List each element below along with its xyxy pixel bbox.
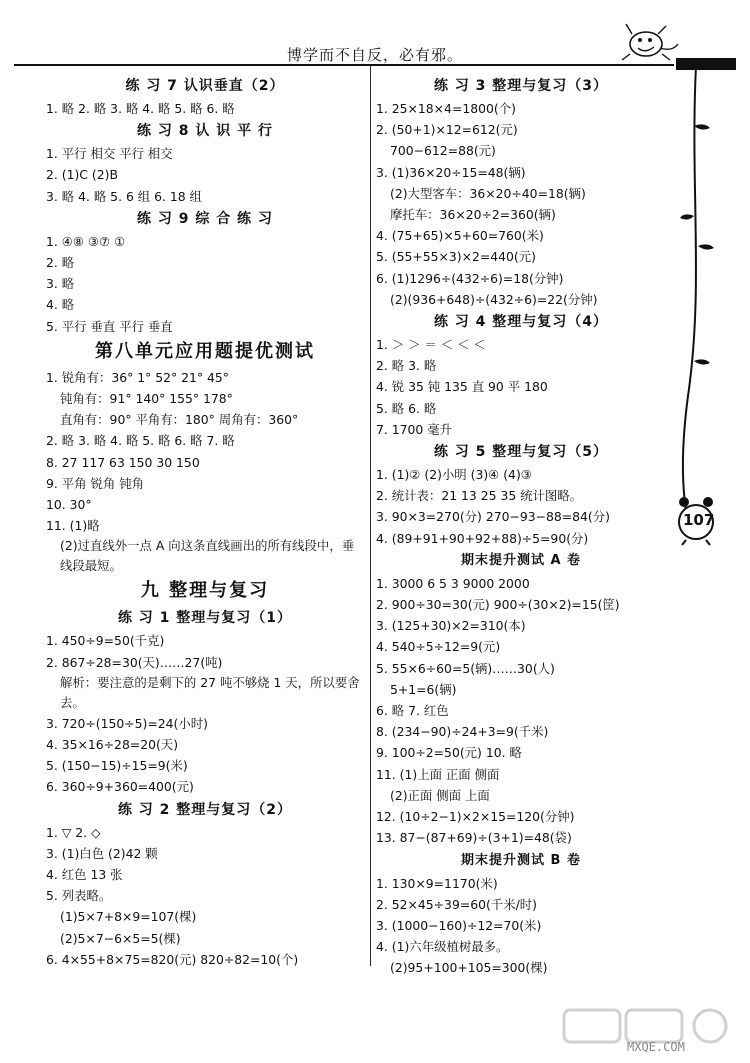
watermark-logo-icon — [560, 1006, 750, 1063]
answer-line: 5. 略 6. 略 — [376, 400, 437, 416]
answer-line: 7. 1700 毫升 — [376, 421, 453, 437]
section-heading: 练 习 9 综 合 练 习 — [137, 210, 273, 227]
answer-line: 2. 略 — [46, 255, 75, 271]
answer-line: 解析：要注意的是剩下的 27 吨不够烧 1 天，所以要舍去。 — [60, 674, 360, 710]
answer-line: 4. (1)六年级植树最多。 — [376, 939, 509, 955]
answer-line: 2. (50+1)×12=612(元) — [376, 122, 518, 138]
answer-line: 2. 867÷28=30(天)……27(吨) — [46, 654, 223, 670]
answer-line: 1. ＞ ＞ ＝ ＜ ＜ ＜ — [376, 337, 486, 353]
answer-line: 3. 90×3=270(分) 270−93−88=84(分) — [376, 509, 610, 525]
answer-line: 4. 540÷5÷12=9(元) — [376, 639, 501, 655]
answer-line: 1. 130×9=1170(米) — [376, 875, 498, 891]
answer-line: 直角有：90° 平角有：180° 周角有：360° — [60, 412, 299, 428]
answer-line: 3. 720÷(150÷5)=24(小时) — [46, 715, 208, 731]
answer-line: 6. 略 7. 红色 — [376, 703, 449, 719]
answer-line: 2. 900÷30=30(元) 900÷(30×2)=15(筐) — [376, 597, 620, 613]
answer-line: 4. (75+65)×5+60=760(米) — [376, 228, 544, 244]
column-divider — [370, 66, 371, 966]
answer-line: 5. 列表略。 — [46, 888, 112, 904]
answer-line: 4. 锐 35 钝 135 直 90 平 180 — [376, 379, 548, 395]
answer-line: 5. (150−15)÷15=9(米) — [46, 758, 188, 774]
section-heading: 练 习 8 认 识 平 行 — [137, 123, 273, 140]
section-heading: 练 习 4 整理与复习（4） — [433, 314, 609, 331]
answer-line: 3. (1)白色 (2)42 颗 — [46, 845, 158, 861]
answer-line: 1. 3000 6 5 3 9000 2000 — [376, 575, 530, 591]
section-heading: 期末提升测试 A 卷 — [460, 552, 582, 568]
answer-line: 2. 略 3. 略 — [376, 358, 437, 374]
section-heading: 练 习 7 认识垂直（2） — [125, 78, 285, 94]
cartoon-mascot-icon — [612, 14, 682, 64]
answer-line: 4. (89+91+90+92+88)÷5=90(分) — [376, 530, 589, 546]
answer-line: 1. 450÷9=50(千克) — [46, 633, 165, 649]
watermark-text: MXQE.COM — [627, 1040, 685, 1054]
answer-line: 2. 52×45÷39=60(千米/时) — [376, 896, 537, 912]
answer-line: 1. ④⑧ ③⑦ ① — [46, 233, 126, 249]
answer-line: 700−612=88(元) — [390, 143, 496, 159]
answer-line: 1. 平行 相交 平行 相交 — [46, 146, 173, 162]
answer-line: 2. 统计表：21 13 25 35 统计图略。 — [376, 488, 583, 504]
answer-line: 摩托车：36×20÷2=360(辆) — [390, 207, 556, 223]
answer-line: 4. 35×16÷28=20(天) — [46, 737, 179, 753]
answer-line: 3. 略 4. 略 5. 6 组 6. 18 组 — [46, 188, 202, 204]
answer-line: (2)正面 侧面 上面 — [390, 787, 490, 803]
answer-line: (2)5×7−6×5=5(棵) — [60, 930, 181, 946]
answer-line: 9. 平角 锐角 钝角 — [46, 475, 144, 491]
answer-line: 11. (1)上面 正面 侧面 — [376, 766, 500, 782]
answer-line: 5. 55×6÷60=5(辆)……30(人) — [376, 660, 555, 676]
answer-line: 5. 平行 垂直 平行 垂直 — [46, 318, 173, 334]
answer-line: 5. (55+55×3)×2=440(元) — [376, 249, 536, 265]
answer-line: (2)过直线外一点 A 向这条直线画出的所有线段中，垂线段最短。 — [60, 538, 355, 574]
answer-line: 2. (1)C (2)B — [46, 167, 118, 183]
answer-line: 3. (125+30)×2=310(本) — [376, 618, 526, 634]
answer-line: 3. 略 — [46, 276, 75, 292]
answer-line: 6. (1)1296÷(432÷6)=18(分钟) — [376, 270, 564, 286]
answer-line: 钝角有：91° 140° 155° 178° — [60, 391, 233, 407]
answer-line: 1. 25×18×4=1800(个) — [376, 101, 516, 116]
section-heading: 期末提升测试 B 卷 — [461, 852, 581, 868]
answer-line: 2. 略 3. 略 4. 略 5. 略 6. 略 7. 略 — [46, 433, 235, 449]
answer-line: 13. 87−(87+69)÷(3+1)=48(袋) — [376, 830, 572, 846]
section-heading: 练 习 3 整理与复习（3） — [433, 78, 609, 94]
right-column — [376, 74, 666, 979]
answer-line: 6. 4×55+8×75=820(元) 820÷82=10(个) — [46, 951, 299, 967]
answer-line: 5+1=6(辆) — [390, 681, 457, 697]
answer-line: 10. 30° — [46, 497, 92, 513]
section-heading: 九 整理与复习 — [140, 580, 270, 602]
section-heading: 练 习 5 整理与复习（5） — [433, 444, 609, 461]
section-heading: 练 习 1 整理与复习（1） — [117, 610, 293, 627]
answer-line: 1. (1)② (2)小明 (3)④ (4)③ — [376, 467, 532, 483]
answer-line: 1. ▽ 2. ◇ — [46, 824, 101, 840]
page-motto: 博学而不自反，必有邪。 — [286, 46, 463, 64]
section-heading: 第八单元应用题提优测试 — [95, 340, 315, 362]
left-column — [46, 74, 364, 970]
answer-line: 3. (1)36×20÷15=48(辆) — [376, 164, 526, 180]
page-number: 107 — [683, 511, 715, 529]
answer-line: 11. (1)略 — [46, 518, 100, 534]
answer-line: 12. (10÷2−1)×2×15=120(分钟) — [376, 809, 575, 825]
answer-line: 3. (1000−160)÷12=70(米) — [376, 917, 542, 933]
section-heading: 练 习 2 整理与复习（2） — [117, 801, 293, 818]
answer-line: 9. 100÷2=50(元) 10. 略 — [376, 745, 522, 761]
answer-line: 8. 27 117 63 150 30 150 — [46, 454, 200, 470]
answer-line: 4. 略 — [46, 297, 75, 313]
answer-line: 1. 锐角有：36° 1° 52° 21° 45° — [46, 369, 230, 385]
answer-line: (2)95+100+105=300(棵) — [390, 960, 548, 976]
header-rule — [14, 64, 674, 66]
answer-line: 6. 360÷9+360=400(元) — [46, 779, 194, 795]
answer-line: (2)大型客车：36×20÷40=18(辆) — [390, 185, 586, 201]
answer-line: (1)5×7+8×9=107(棵) — [60, 909, 197, 925]
answer-line: 4. 红色 13 张 — [46, 867, 123, 883]
answer-line: (2)(936+648)÷(432÷6)=22(分钟) — [390, 291, 598, 307]
answer-line: 1. 略 2. 略 3. 略 4. 略 5. 略 6. 略 — [46, 101, 235, 116]
answer-line: 8. (234−90)÷24+3=9(千米) — [376, 724, 549, 740]
